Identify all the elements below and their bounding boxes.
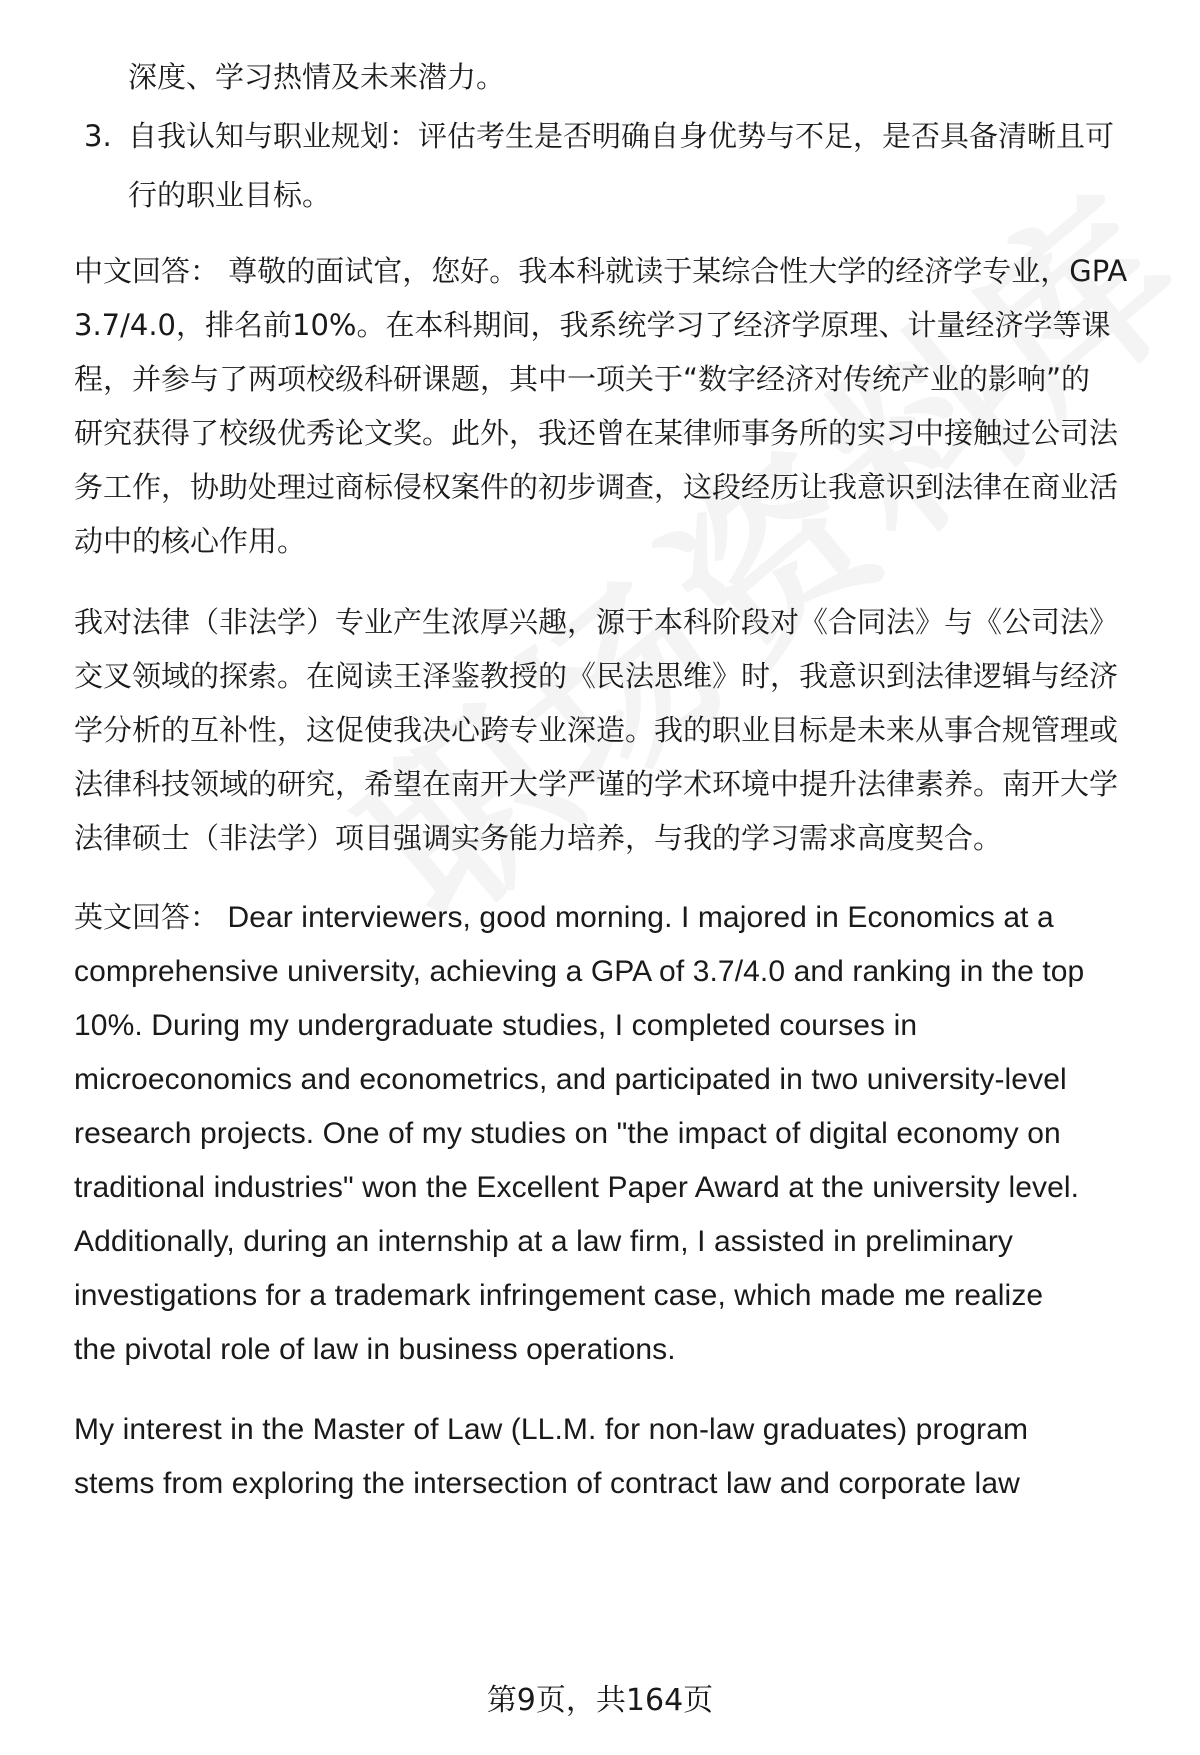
zh-para2-line-1: 我对法律（非法学）专业产生浓厚兴趣，源于本科阶段对《合同法》与《公司法》 (74, 605, 1119, 639)
zh-para2-line-3: 学分析的互补性，这促使我决心跨专业深造。我的职业目标是未来从事合规管理或 (74, 713, 1119, 747)
en-answer-line-4: microeconomics and econometrics, and participated in two university-level (74, 1063, 1067, 1096)
list-item-3-continuation: 行的职业目标。 (128, 178, 332, 212)
zh-para2-line-4: 法律科技领域的研究，希望在南开大学严谨的学术环境中提升法律素养。南开大学 (74, 767, 1119, 801)
en-answer-line-1: 英文回答： Dear interviewers, good morning. I majored in Economics at a (74, 900, 1054, 934)
en-para2-line-1: My interest in the Master of Law (LL.M. for non-law graduates) program (74, 1413, 1029, 1446)
zh-answer-line-5: 务工作，协助处理过商标侵权案件的初步调查，这段经历让我意识到法律在商业活 (74, 470, 1119, 504)
zh-answer-line-3: 程，并参与了两项校级科研课题，其中一项关于“数字经济对传统产业的影响”的 (74, 362, 1091, 396)
page-number: 第9页，共164页 (486, 1683, 714, 1718)
continuation-line: 深度、学习热情及未来潜力。 (128, 60, 506, 94)
en-answer-line-9: the pivotal role of law in business operations. (74, 1333, 676, 1366)
en-answer-line-7: Additionally, during an internship at a law firm, I assisted in preliminary (74, 1225, 1014, 1258)
en-answer-line-6: traditional industries" won the Excellent Paper Award at the university level. (74, 1171, 1080, 1204)
list-item-text: 自我认知与职业规划：评估考生是否明确自身优势与不足，是否具备清晰且可 (128, 119, 1115, 153)
en-answer-line-2: comprehensive university, achieving a GPA of 3.7/4.0 and ranking in the top (74, 955, 1085, 988)
en-answer-line-5: research projects. One of my studies on "the impact of digital economy on (74, 1117, 1061, 1150)
list-item-3 (84, 107, 1154, 166)
en-answer-line-8: investigations for a trademark infringement case, which made me realize (74, 1279, 1044, 1312)
en-answer-label: 英文回答： (74, 900, 220, 934)
zh-answer-line-6: 动中的核心作用。 (74, 524, 307, 558)
en-answer-line-3: 10%. During my undergraduate studies, I completed courses in (74, 1009, 918, 1042)
list-number: 3. (84, 119, 112, 153)
zh-answer-label: 中文回答： (74, 254, 220, 288)
zh-answer-line-1: 中文回答： 尊敬的面试官，您好。我本科就读于某综合性大学的经济学专业，GPA (74, 254, 1128, 288)
zh-para2-line-2: 交叉领域的探索。在阅读王泽鉴教授的《民法思维》时，我意识到法律逻辑与经济 (74, 659, 1119, 693)
zh-para2-line-5: 法律硕士（非法学）项目强调实务能力培养，与我的学习需求高度契合。 (74, 821, 1003, 855)
zh-answer-line-4: 研究获得了校级优秀论文奖。此外，我还曾在某律师事务所的实习中接触过公司法 (74, 416, 1119, 450)
zh-answer-line-2: 3.7/4.0，排名前10%。在本科期间，我系统学习了经济学原理、计量经济学等课 (74, 308, 1111, 342)
en-para2-line-2: stems from exploring the intersection of contract law and corporate law (74, 1467, 1020, 1500)
